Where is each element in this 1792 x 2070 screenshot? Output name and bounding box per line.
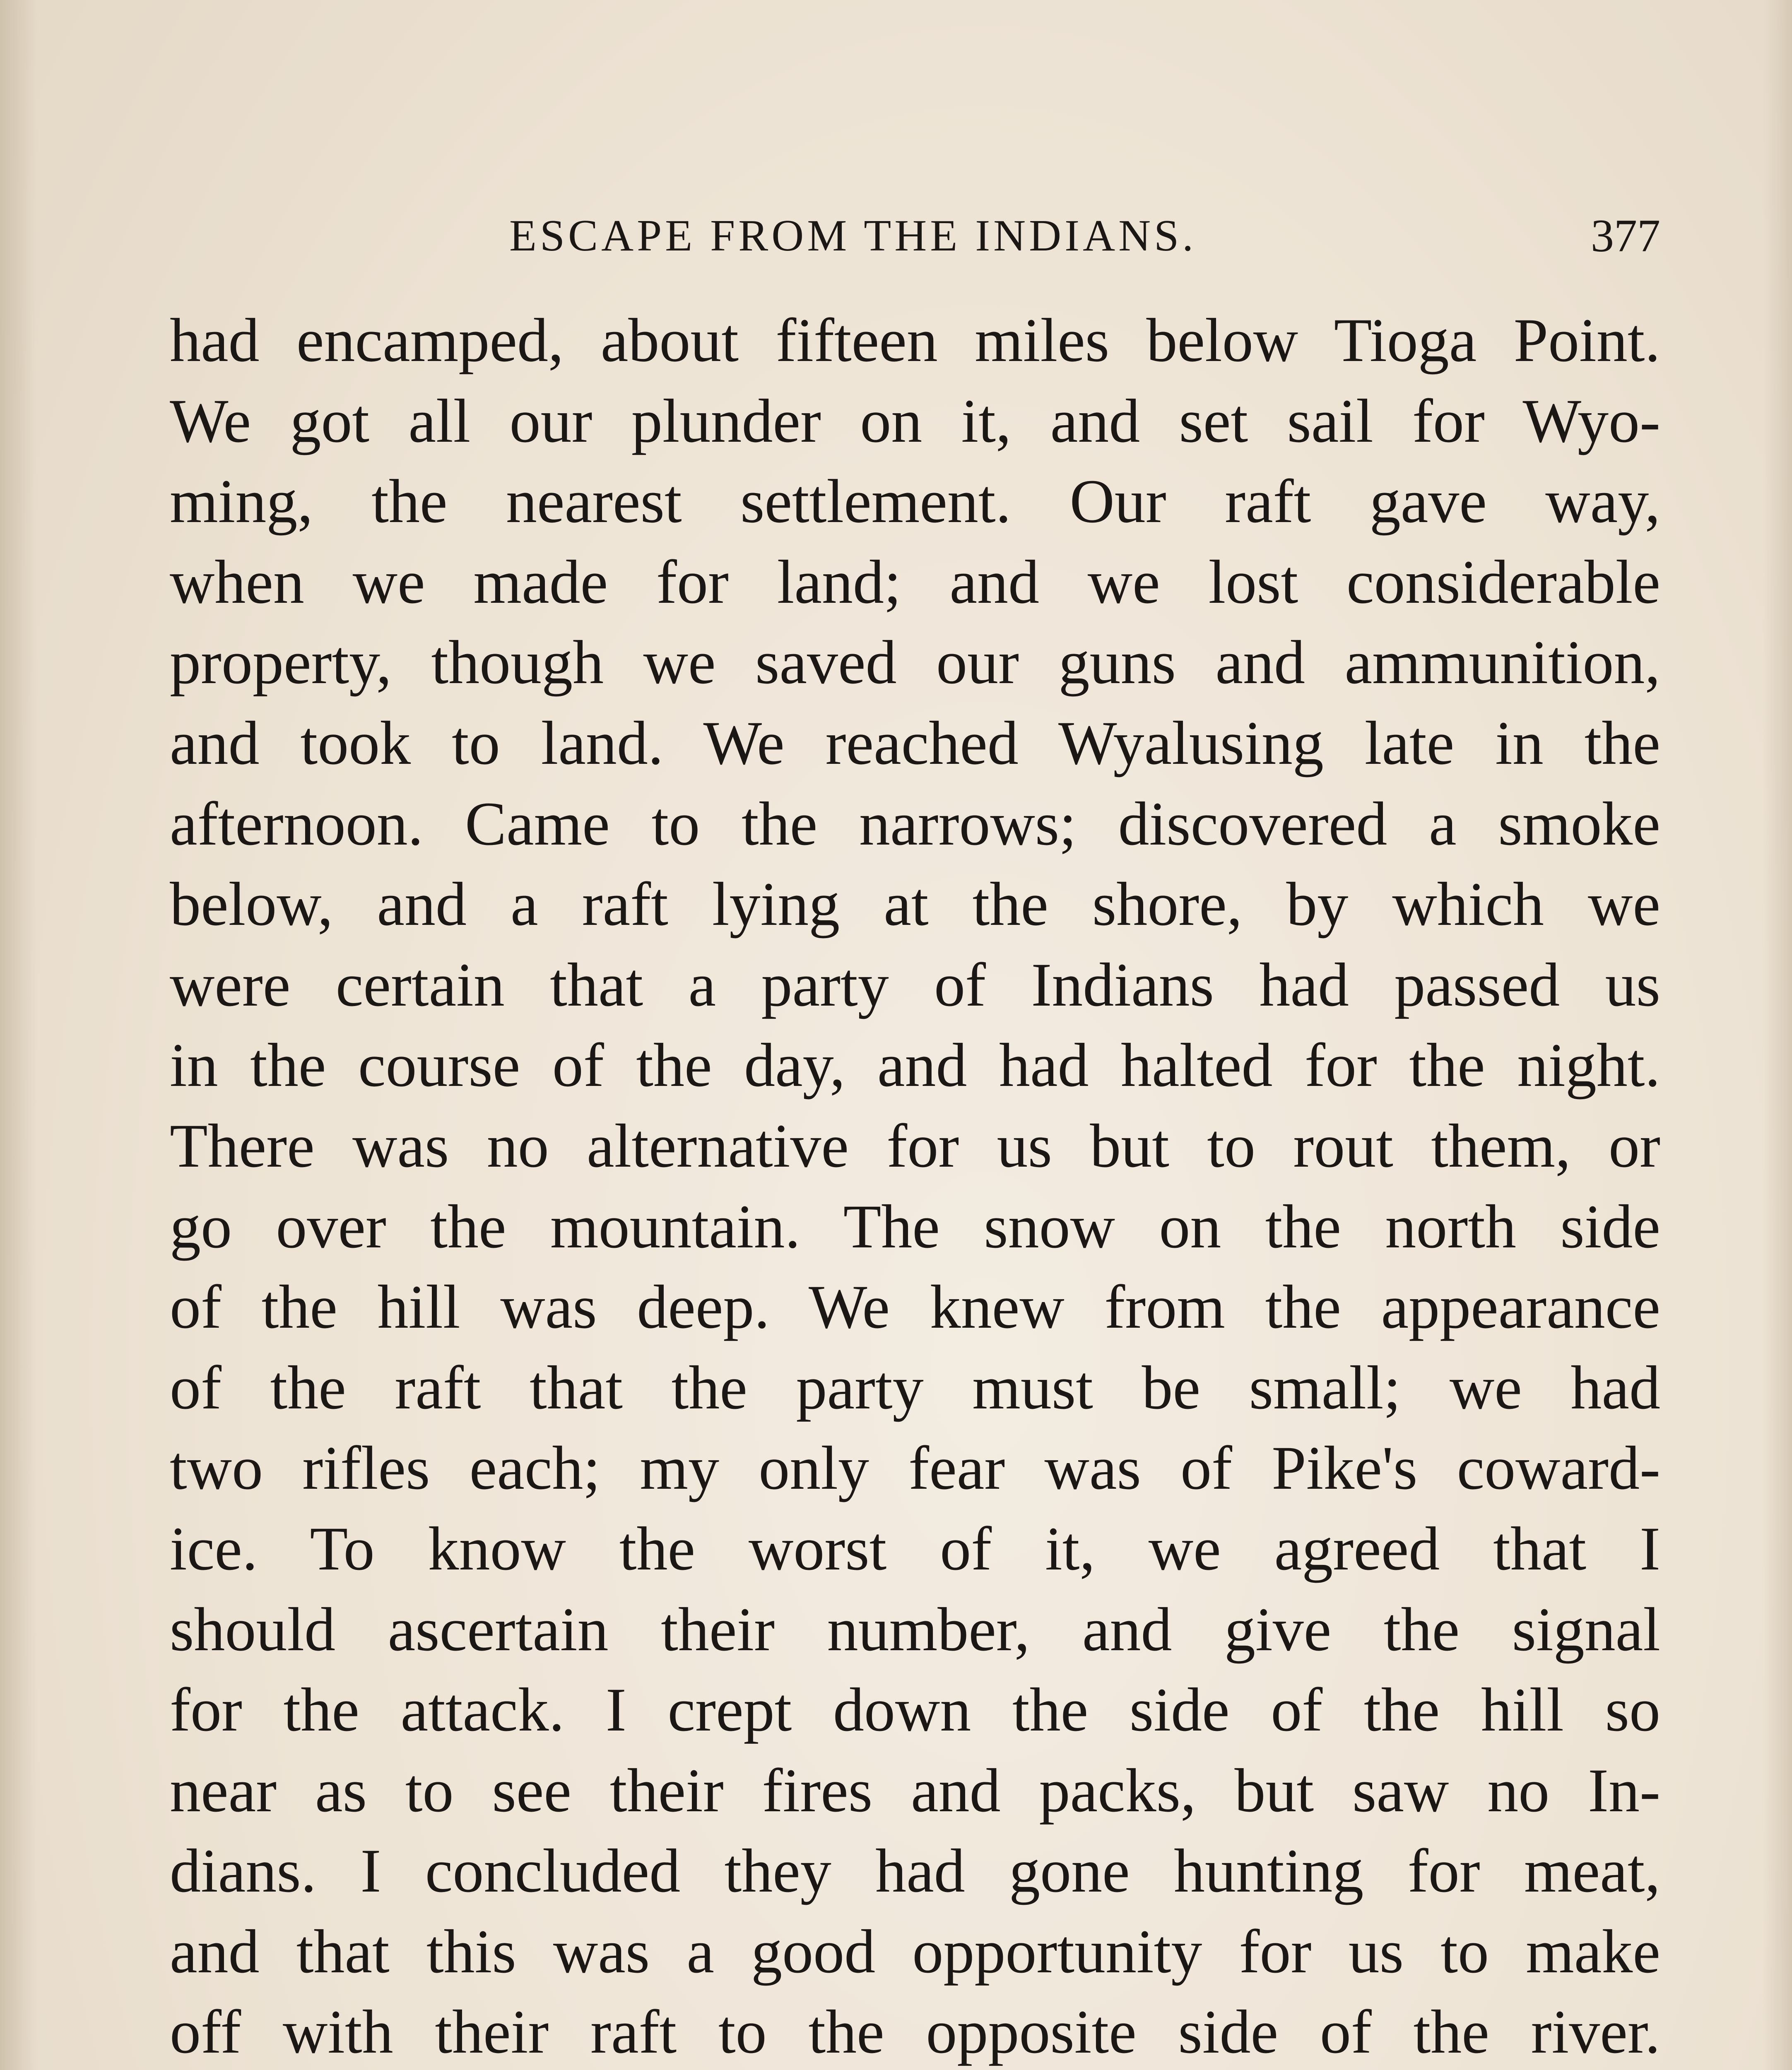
text-line: There was no alternative for us but to rout them, or: [170, 1111, 1660, 1180]
text-line: ice. To know the worst of it, we agreed that I: [170, 1514, 1660, 1583]
page-number: 377: [1591, 210, 1660, 262]
text-line: should ascertain their number, and give the signal: [170, 1595, 1660, 1664]
text-line: dians. I concluded they had gone hunting for meat,: [170, 1837, 1660, 1906]
text-line: were certain that a party of Indians had passed us: [170, 950, 1660, 1019]
text-line: and took to land. We reached Wyalusing late in the: [170, 708, 1660, 777]
text-line: and that this was a good opportunity for us to make: [170, 1917, 1660, 1986]
running-title: ESCAPE FROM THE INDIANS.: [509, 211, 1197, 260]
text-line: of the hill was deep. We knew from the appearance: [170, 1273, 1660, 1342]
text-line: when we made for land; and we lost considerable: [170, 547, 1660, 616]
text-line: go over the mountain. The snow on the north side: [170, 1192, 1660, 1261]
text-line: for the attack. I crept down the side of the hill so: [170, 1675, 1660, 1745]
text-line: two rifles each; my only fear was of Pike's coward-: [170, 1434, 1660, 1503]
text-line: of the raft that the party must be small; we had: [170, 1353, 1660, 1422]
text-line: We got all our plunder on it, and set sail for Wyo-: [170, 386, 1660, 455]
text-line: property, though we saved our guns and ammunition,: [170, 628, 1660, 697]
text-line: had encamped, about fifteen miles below Tioga Point.: [170, 306, 1660, 375]
text-line: in the course of the day, and had halted for the night.: [170, 1031, 1660, 1100]
text-line: ming, the nearest settlement. Our raft gave way,: [170, 467, 1660, 536]
body-text: [170, 300, 1660, 2070]
text-line: afternoon. Came to the narrows; discovered a smoke: [170, 789, 1660, 858]
text-line: off with their raft to the opposite side of the river.: [170, 1998, 1660, 2067]
running-head: [170, 207, 1660, 265]
text-line: near as to see their fires and packs, but saw no In-: [170, 1756, 1660, 1825]
text-line: below, and a raft lying at the shore, by which we: [170, 870, 1660, 939]
page-left-shadow: [0, 0, 37, 2070]
page-right-shadow: [1763, 0, 1792, 2070]
